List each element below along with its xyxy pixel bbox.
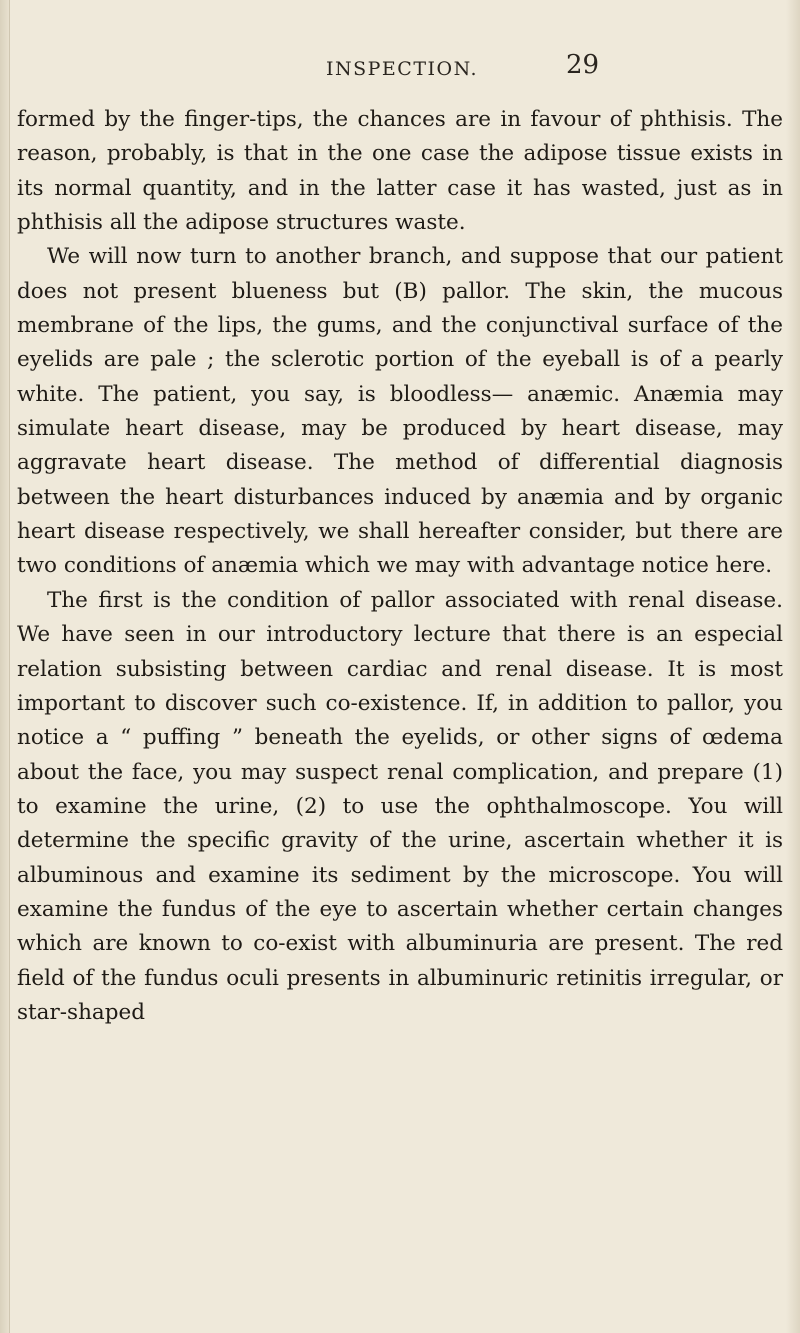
paragraph-renal-disease: The first is the condition of pallor associated with renal disease. We have seen in our introductory lecture that there is an especial relation subsisting between cardiac and renal disease. It is most important to discover such co-existence. If, in addition to pallor, you notice a “ puffing ” beneath the eyelids, or other signs of œdema about the face, you may suspect renal complication, and prepare (1) to examine the urine, (2) to use the ophthalmoscope. You will determine the specific gravity of the urine, ascertain whether it is albuminous and examine its sediment by the microscope. You will examine the fundus of the eye to ascertain whether certain changes which are known to co-exist with albuminuria are present. The red field of the fundus oculi presents in albuminuric retinitis irregular, or star-shaped	[17, 587, 783, 1025]
page-header	[0, 46, 800, 86]
paragraph-pallor: We will now turn to another branch, and suppose that our patient does not present blueness but (B) pallor. The skin, the mucous membrane of the lips, the gums, and the conjunctival surface of the eyelids are pale ; the sclerotic portion of the eyeball is of a pearly white. The patient, you say, is bloodless— anæmic. Anæmia may simulate heart disease, may be produced by heart disease, may aggravate heart disease. The method of differential diagnosis between the heart disturbances induced by anæmia and by organic heart disease respectively, we shall hereafter consider, but there are two conditions of anæmia which we may with advantage notice here.	[17, 244, 783, 579]
page-right-shadow	[786, 0, 800, 1333]
page-gutter-edge	[0, 0, 10, 1333]
page-number: 29	[566, 50, 600, 80]
running-head: INSPECTION.	[326, 58, 479, 80]
paragraph-continuation: formed by the finger-tips, the chances are in favour of phthisis. The reason, probably, is that in the one case the adipose tissue exists in its normal quantity, and in the latter case it has wasted, just as in phthisis all the adipose structures waste.	[17, 107, 783, 236]
body-text	[17, 103, 783, 1030]
